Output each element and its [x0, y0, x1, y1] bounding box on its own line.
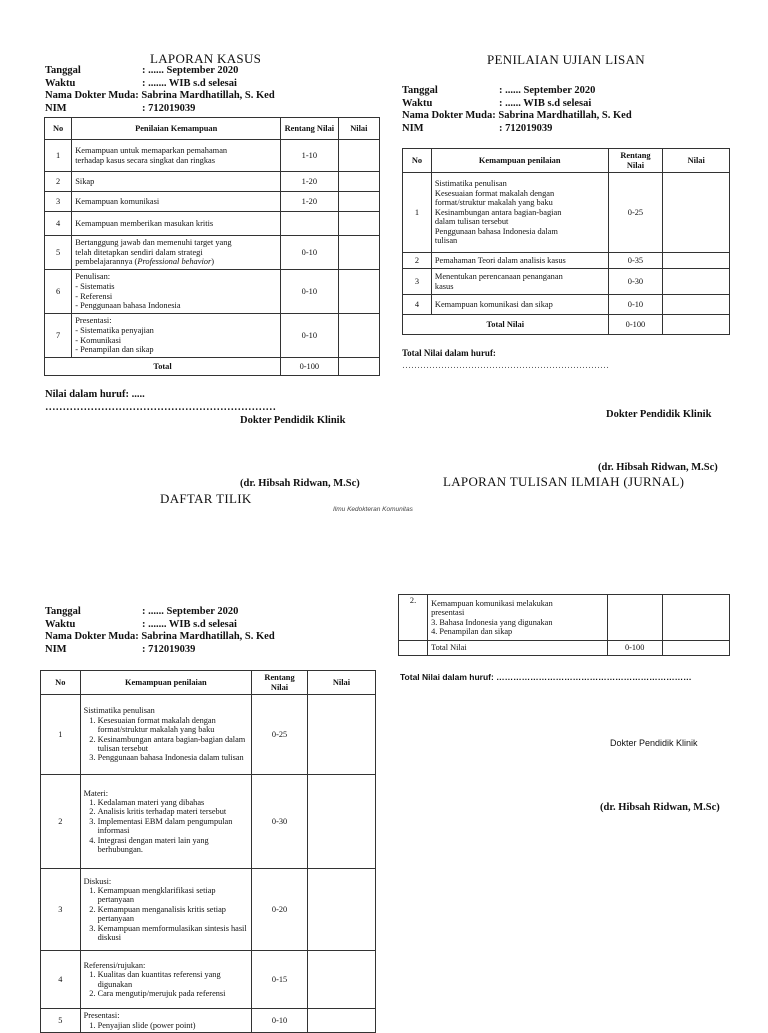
header-row: Waktu : ....... WIB s.d selesai — [45, 618, 237, 630]
page-footer: Ilmu Kedokteran Komunitas — [333, 506, 413, 513]
table-row: 2 Pemahaman Teori dalam analisis kasus 0-35 — [403, 253, 730, 269]
signature-name: (dr. Hibsah Ridwan, M.Sc) — [598, 462, 718, 473]
ujian-lisan-header — [402, 85, 632, 135]
col-no: No — [45, 118, 72, 140]
total-row: Total Nilai 0-100 — [399, 641, 730, 656]
table-row: 3 Menentukan perencanaan penanganan kasus 0-30 — [403, 269, 730, 295]
jurnal-table-continuation — [398, 594, 730, 656]
nilai-cell[interactable] — [307, 1009, 375, 1033]
col-penilaian: Penilaian Kemampuan — [72, 118, 281, 140]
nilai-cell[interactable] — [338, 236, 379, 270]
header-row: Tanggal : ...... September 2020 — [45, 65, 239, 76]
table-row: 4 Kemampuan komunikasi dan sikap 0-10 — [403, 295, 730, 315]
table-row: 2 Sikap 1-20 — [45, 172, 380, 192]
signature-name: (dr. Hibsah Ridwan, M.Sc) — [600, 802, 720, 813]
dokter-pendidik-label: Dokter Pendidik Klinik — [610, 738, 698, 748]
col-rentang: Rentang Nilai — [281, 118, 339, 140]
table-row: 3 Kemampuan komunikasi 1-20 — [45, 192, 380, 212]
nilai-huruf-dots: ………………………………………………………… — [45, 402, 276, 413]
header-row: Waktu : ....... WIB s.d selesai — [45, 77, 237, 89]
header-row: Tanggal : ...... September 2020 — [45, 606, 239, 617]
nilai-cell[interactable] — [663, 173, 730, 253]
ujian-lisan-title: PENILAIAN UJIAN LISAN — [487, 52, 645, 67]
table-row: 6 Penulisan: - Sistematis - Referensi - Penggunaan bahasa Indonesia 0-10 — [45, 270, 380, 314]
nilai-cell[interactable] — [338, 140, 379, 172]
ujian-lisan-table — [402, 148, 730, 335]
total-nilai-cell[interactable] — [662, 641, 729, 656]
nilai-cell[interactable] — [307, 695, 375, 775]
nilai-cell[interactable] — [663, 269, 730, 295]
table-header-row: No Kemampuan penilaian Rentang Nilai Nilai — [41, 671, 376, 695]
total-row: Total 0-100 — [45, 358, 380, 376]
total-huruf-label: Total Nilai dalam huruf: — [402, 348, 496, 358]
signature-name: (dr. Hibsah Ridwan, M.Sc) — [240, 478, 360, 489]
header-row: NIM : 712019039 — [402, 122, 553, 134]
laporan-kasus-header — [45, 65, 275, 115]
table-row: 3 Diskusi: 1. Kemampuan mengklarifikasi setiap pertanyaan 2. Kemampuan menganalisis kritis setiap pertanyaan 3. Kemampuan memformulasikan sintesis hasil diskusi 0-20 — [41, 869, 376, 951]
nilai-cell[interactable] — [307, 869, 375, 951]
table-row: 5 Presentasi: 1. Penyajian slide (power point) 0-10 — [41, 1009, 376, 1033]
header-row: Tanggal : ...... September 2020 — [402, 85, 596, 96]
table-row: 5 Bertanggung jawab dan memenuhi target yang telah ditetapkan sendiri dalam strategi pembelajarannya (Professional behavior) 0-10 — [45, 236, 380, 270]
laporan-kasus-table — [44, 117, 380, 376]
nilai-cell[interactable] — [307, 775, 375, 869]
table-header-row: No Kemampuan penilaian Rentang Nilai Nilai — [403, 149, 730, 173]
nilai-cell[interactable] — [307, 951, 375, 1009]
col-nilai: Nilai — [338, 118, 379, 140]
laporan-kasus-title: LAPORAN KASUS — [150, 51, 262, 66]
table-row: 2. Kemampuan komunikasi melakukan presentasi 3. Bahasa Indonesia yang digunakan 4. Penampilan dan sikap — [399, 595, 730, 641]
nilai-huruf-label: Nilai dalam huruf: ..... — [45, 389, 145, 400]
total-nilai-cell[interactable] — [663, 315, 730, 335]
daftar-tilik-table — [40, 670, 376, 1033]
nilai-cell[interactable] — [338, 270, 379, 314]
header-row: Nama Dokter Muda : Sabrina Mardhatillah, S. Ked — [45, 90, 275, 101]
table-row: 2 Materi: 1. Kedalaman materi yang dibahas 2. Analisis kritis terhadap materi tersebut 3. Implementasi EBM dalam pengumpulan informasi 4. Integrasi dengan materi lain yang berhubungan. 0-30 — [41, 775, 376, 869]
header-row: Nama Dokter Muda : Sabrina Mardhatillah, S. Ked — [402, 110, 632, 121]
nilai-cell[interactable] — [338, 212, 379, 236]
total-nilai-cell[interactable] — [338, 358, 379, 376]
table-row: 1 Sistimatika penulisan Kesesuaian format makalah dengan format/struktur makalah yang baku Kesinambungan antara bagian-bagian dalam tulisan tersebut Penggunaan bahasa Indonesia dalam tulisan 0-25 — [403, 173, 730, 253]
header-row: NIM : 712019039 — [45, 102, 196, 114]
header-row: Waktu : ...... WIB s.d selesai — [402, 97, 592, 109]
table-row: 4 Referensi/rujukan: 1. Kualitas dan kuantitas referensi yang digunakan 2. Cara mengutip/merujuk pada referensi 0-15 — [41, 951, 376, 1009]
nilai-cell[interactable] — [663, 253, 730, 269]
total-row: Total Nilai 0-100 — [403, 315, 730, 335]
table-row: 1 Sistimatika penulisan 1. Kesesuaian format makalah dengan format/struktur makalah yang baku 2. Kesinambungan antara bagian-bagian dalam tulisan tersebut 3. Penggunaan bahasa Indonesia dalam tulisan 0-25 — [41, 695, 376, 775]
nilai-cell[interactable] — [338, 172, 379, 192]
header-row: NIM : 712019039 — [45, 643, 196, 655]
nilai-cell[interactable] — [338, 192, 379, 212]
dokter-pendidik-label: Dokter Pendidik Klinik — [240, 415, 346, 426]
total-huruf-label: Total Nilai dalam huruf: …………………………………………………………… — [400, 672, 692, 682]
table-row: 7 Presentasi: - Sistematika penyajian - Komunikasi - Penampilan dan sikap 0-10 — [45, 314, 380, 358]
table-row: 4 Kemampuan memberikan masukan kritis — [45, 212, 380, 236]
dokter-pendidik-label: Dokter Pendidik Klinik — [606, 409, 712, 420]
header-row: Nama Dokter Muda : Sabrina Mardhatillah, S. Ked — [45, 631, 275, 642]
nilai-cell[interactable] — [662, 595, 729, 641]
table-header-row — [45, 118, 380, 140]
daftar-tilik-title: DAFTAR TILIK — [160, 491, 252, 506]
nilai-cell[interactable] — [338, 314, 379, 358]
total-huruf-dots: …………………………………………………………… — [402, 360, 609, 370]
table-row: 1 Kemampuan untuk memaparkan pemahaman terhadap kasus secara singkat dan ringkas 1-10 — [45, 140, 380, 172]
daftar-tilik-header — [45, 606, 275, 656]
jurnal-title: LAPORAN TULISAN ILMIAH (JURNAL) — [443, 474, 685, 489]
nilai-cell[interactable] — [663, 295, 730, 315]
